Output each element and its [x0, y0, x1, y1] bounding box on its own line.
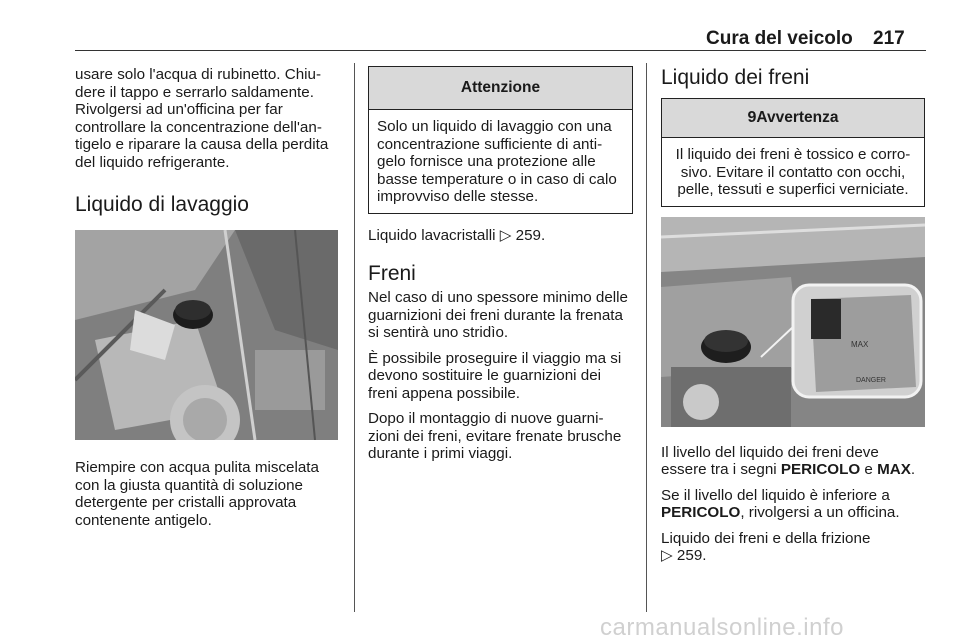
brakes-paragraph-3: Dopo il montaggio di nuove guarni-zioni dei freni, evitare frenate brusche durante i primi viaggi.: [368, 410, 622, 462]
page-number: 217: [873, 28, 905, 49]
brakes-heading: Freni: [368, 262, 416, 285]
warning-text: Il liquido dei freni è tossico e corro-sivo. Evitare il contatto con occhi, pelle, tessuti e superfici verniciate.: [675, 146, 911, 198]
washer-reservoir-photo: [75, 230, 338, 440]
section-title: Cura del veicolo: [706, 28, 853, 49]
warning-box: [661, 98, 925, 207]
column-3: [661, 66, 925, 573]
warning-header: [662, 99, 924, 138]
caution-title: Attenzione: [369, 67, 632, 110]
column-2: [368, 66, 633, 471]
brake-reservoir-illustration: [661, 217, 925, 427]
brake-fluid-reference: Liquido dei freni e della frizione ▷ 259.: [661, 529, 871, 564]
page-ref-arrow-icon: ▷: [661, 547, 673, 564]
washer-fluid-heading: Liquido di lavaggio: [75, 193, 249, 216]
washer-fill-instructions: Riempire con acqua pulita miscelata con la giusta quantità di soluzione detergente per cristalli approvata contenente antigelo.: [75, 459, 319, 529]
warning-icon: 9: [747, 109, 757, 126]
column-divider-2: [646, 63, 647, 612]
brake-fluid-level-paragraph: Il livello del liquido dei freni deve essere tra i segni PERICOLO e MAX.: [661, 443, 916, 478]
page-ref-arrow-icon: ▷: [499, 226, 512, 244]
brake-reservoir-photo: [661, 217, 925, 427]
caution-text: Solo un liquido di lavaggio con una concentrazione sufficiente di anti-gelo fornisce una protezione alle basse temperature o in caso di calo improvviso delle stesse.: [377, 118, 617, 205]
max-mark-label: MAX: [851, 339, 869, 349]
caution-box: [368, 66, 633, 214]
warning-title: Avvertenza: [756, 109, 839, 126]
brake-fluid-low-paragraph: Se il livello del liquido è inferiore a PERICOLO, rivolgersi a un officina.: [661, 486, 900, 521]
column-divider-1: [354, 63, 355, 612]
header-rule: [75, 50, 926, 51]
watermark: carmanualsonline.info: [600, 614, 844, 641]
brake-fluid-heading: Liquido dei freni: [661, 66, 810, 89]
washer-fluid-reference: Liquido lavacristalli ▷ 259.: [368, 226, 546, 244]
brakes-paragraph-2: È possibile proseguire il viaggio ma si devono sostituire le guarnizioni dei freni appena possibile.: [368, 349, 622, 402]
column-1: [75, 66, 342, 537]
engine-bay-illustration: [75, 230, 338, 440]
danger-mark-label: DANGER: [856, 376, 886, 384]
brakes-paragraph-1: Nel caso di uno spessore minimo delle guarnizioni dei freni durante la frenata si sentirà uno stridìo.: [368, 289, 629, 341]
coolant-paragraph: usare solo l'acqua di rubinetto. Chiu-dere il tappo e serrarlo saldamente. Rivolgersi ad un'officina per far controllare la concentrazione dell'an-tigelo e riparare la causa della perdita del liquido refrigerante.: [75, 66, 329, 171]
